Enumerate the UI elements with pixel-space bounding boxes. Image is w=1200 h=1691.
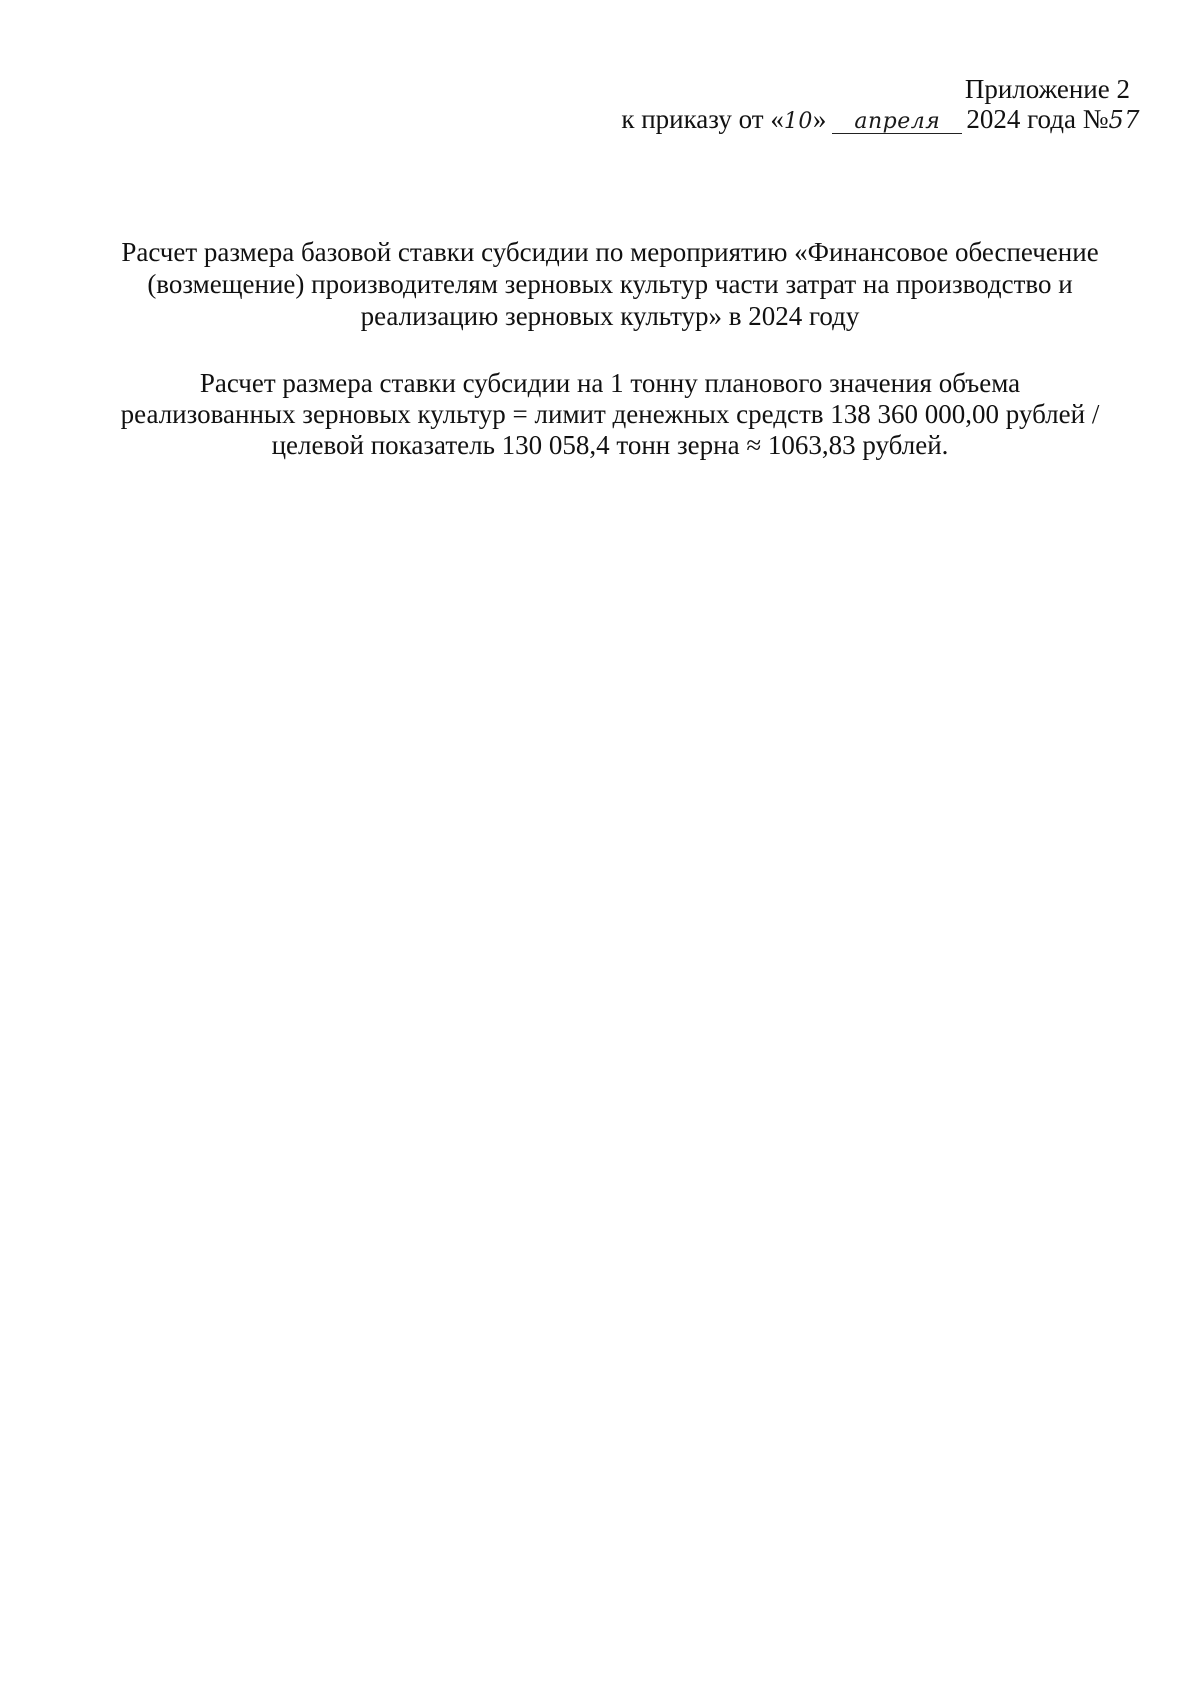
calculation-line: Расчет размера ставки субсидии на 1 тонну планового значения объема [199, 368, 1021, 398]
appendix-label: Приложение 2 [964, 74, 1130, 104]
order-day-handwritten: 10 [783, 109, 813, 134]
document-title [90, 236, 1130, 332]
appendix-reference [560, 74, 1140, 137]
order-number-handwritten: 57 [1108, 106, 1140, 134]
title-line: реализацию зерновых культур» в 2024 году [360, 301, 860, 331]
title-line: Расчет размера базовой ставки субсидии по мероприятию «Финансовое обеспечение [121, 237, 1099, 267]
title-line: (возмещение) производителям зерновых культур части затрат на производство и [147, 269, 1073, 299]
calculation-line: реализованных зерновых культур = лимит денежных средств 138 360 000,00 рублей / [120, 399, 1100, 429]
calculation-line: целевой показатель 130 058,4 тонн зерна ≈ 1063,83 рублей. [271, 430, 949, 460]
order-year-text: 2024 года № [966, 104, 1109, 134]
order-prefix: к приказу от « [621, 104, 784, 134]
calculation-paragraph [90, 368, 1130, 461]
order-reference [560, 104, 1140, 137]
order-day-close: » [812, 104, 827, 134]
order-month-handwritten: апреля [832, 111, 962, 134]
